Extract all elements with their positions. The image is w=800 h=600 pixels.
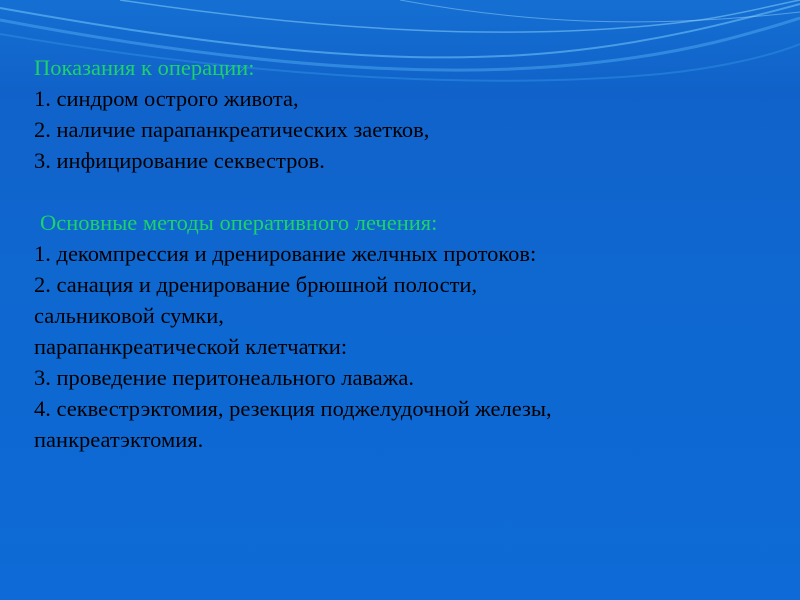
section1-item-1: 1. синдром острого живота, — [34, 86, 299, 111]
section1-item-2: 2. наличие парапанкреатических заетков, — [34, 117, 430, 142]
section2-item-4: 4. секвестрэктомия, резекция поджелудочной железы, — [34, 396, 552, 421]
section2-item-4-cont: панкреатэктомия. — [34, 427, 204, 452]
section1-item-3: 3. инфицирование секвестров. — [34, 148, 325, 173]
section2-item-2-cont-1: сальниковой сумки, — [34, 303, 224, 328]
section-gap — [34, 176, 774, 207]
section1-heading: Показания к операции: — [34, 55, 255, 80]
section2-item-2: 2. санация и дренирование брюшной полости, — [34, 272, 478, 297]
section2-heading: Основные методы оперативного лечения: — [40, 210, 438, 235]
slide-content — [34, 52, 774, 455]
section2-item-2-cont-2: парапанкреатической клетчатки: — [34, 334, 348, 359]
section2-item-1: 1. декомпрессия и дренирование желчных протоков: — [34, 241, 537, 266]
section2-item-3: 3. проведение перитонеального лаважа. — [34, 365, 414, 390]
